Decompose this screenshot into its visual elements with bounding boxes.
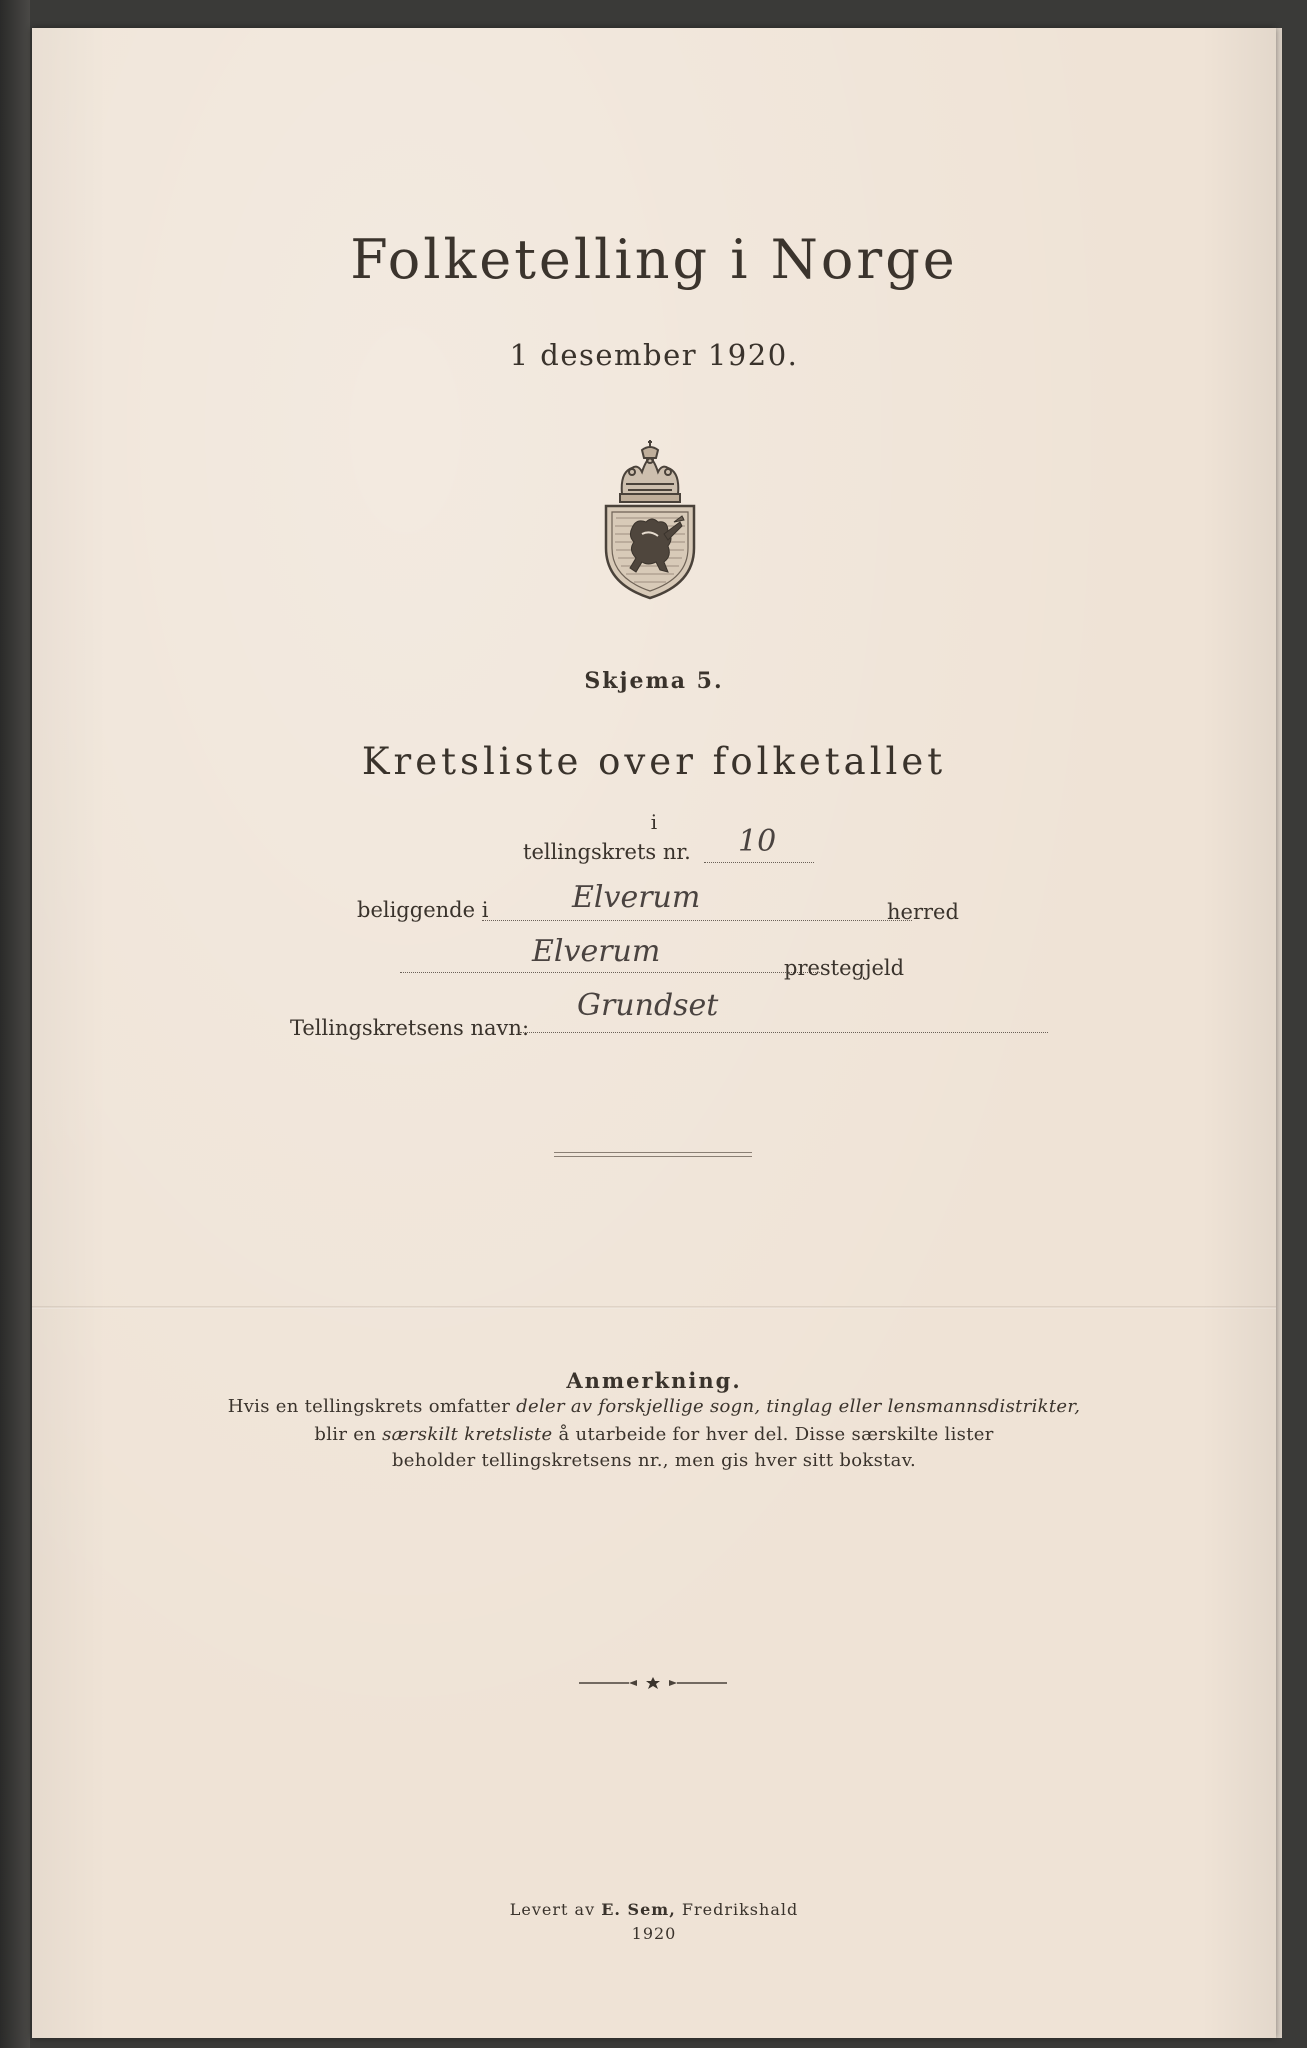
printer-credit — [32, 1900, 1276, 1919]
printer-year: 1920 — [631, 1924, 677, 1943]
note-line-2 — [32, 1424, 1276, 1445]
parish-line — [400, 972, 820, 973]
printer-place: Fredrikshald — [675, 1900, 799, 1919]
section-divider — [554, 1152, 752, 1157]
krets-number-value: 10 — [738, 824, 777, 859]
document-title: Folketelling i Norge — [350, 228, 958, 291]
census-date: 1 desember 1920. — [509, 338, 799, 372]
note-line-1-text: Hvis en tellingskrets omfatter — [227, 1396, 517, 1417]
coat-of-arms-icon — [602, 438, 698, 600]
parish-value: Elverum — [532, 934, 661, 969]
note-line-1-emphasis: deler av forskjellige sogn, tinglag eller lensmannsdistrikter, — [516, 1396, 1081, 1417]
krets-number-label: tellingskrets nr. — [523, 840, 691, 864]
krets-number-line — [704, 862, 814, 863]
district-name-label: Tellingskretsens navn: — [290, 1016, 530, 1040]
printer-name: E. Sem, — [601, 1900, 676, 1919]
note-heading: Anmerkning. — [566, 1368, 742, 1393]
note-line-2-end: å utarbeide for hver del. Disse særskilte lister — [552, 1424, 994, 1445]
note-line-2-emphasis: særskilt kretsliste — [382, 1424, 553, 1445]
herred-label: herred — [887, 900, 959, 924]
municipality-value: Elverum — [572, 880, 701, 915]
printer-prefix: Levert av — [509, 1900, 602, 1919]
schema-number: Skjema 5. — [584, 668, 724, 694]
district-name-value: Grundset — [577, 988, 719, 1023]
document-subtitle: Kretsliste over folketallet — [361, 740, 947, 783]
municipality-line — [482, 920, 912, 921]
note-line-1 — [32, 1396, 1276, 1417]
census-form-page — [32, 28, 1276, 2038]
preposition-i: i — [650, 810, 658, 834]
page-fold — [32, 1306, 1276, 1309]
parish-label: prestegjeld — [784, 956, 905, 980]
note-line-2-text: blir en — [314, 1424, 383, 1445]
scan-background-edge — [0, 0, 30, 2048]
note-line-3: beholder tellingskretsens nr., men gis hver sitt bokstav. — [391, 1450, 917, 1471]
district-name-line — [520, 1032, 1048, 1033]
page-edge — [1276, 28, 1282, 2038]
municipality-label: beliggende i — [357, 898, 489, 922]
ornament-divider-icon — [577, 1676, 729, 1690]
